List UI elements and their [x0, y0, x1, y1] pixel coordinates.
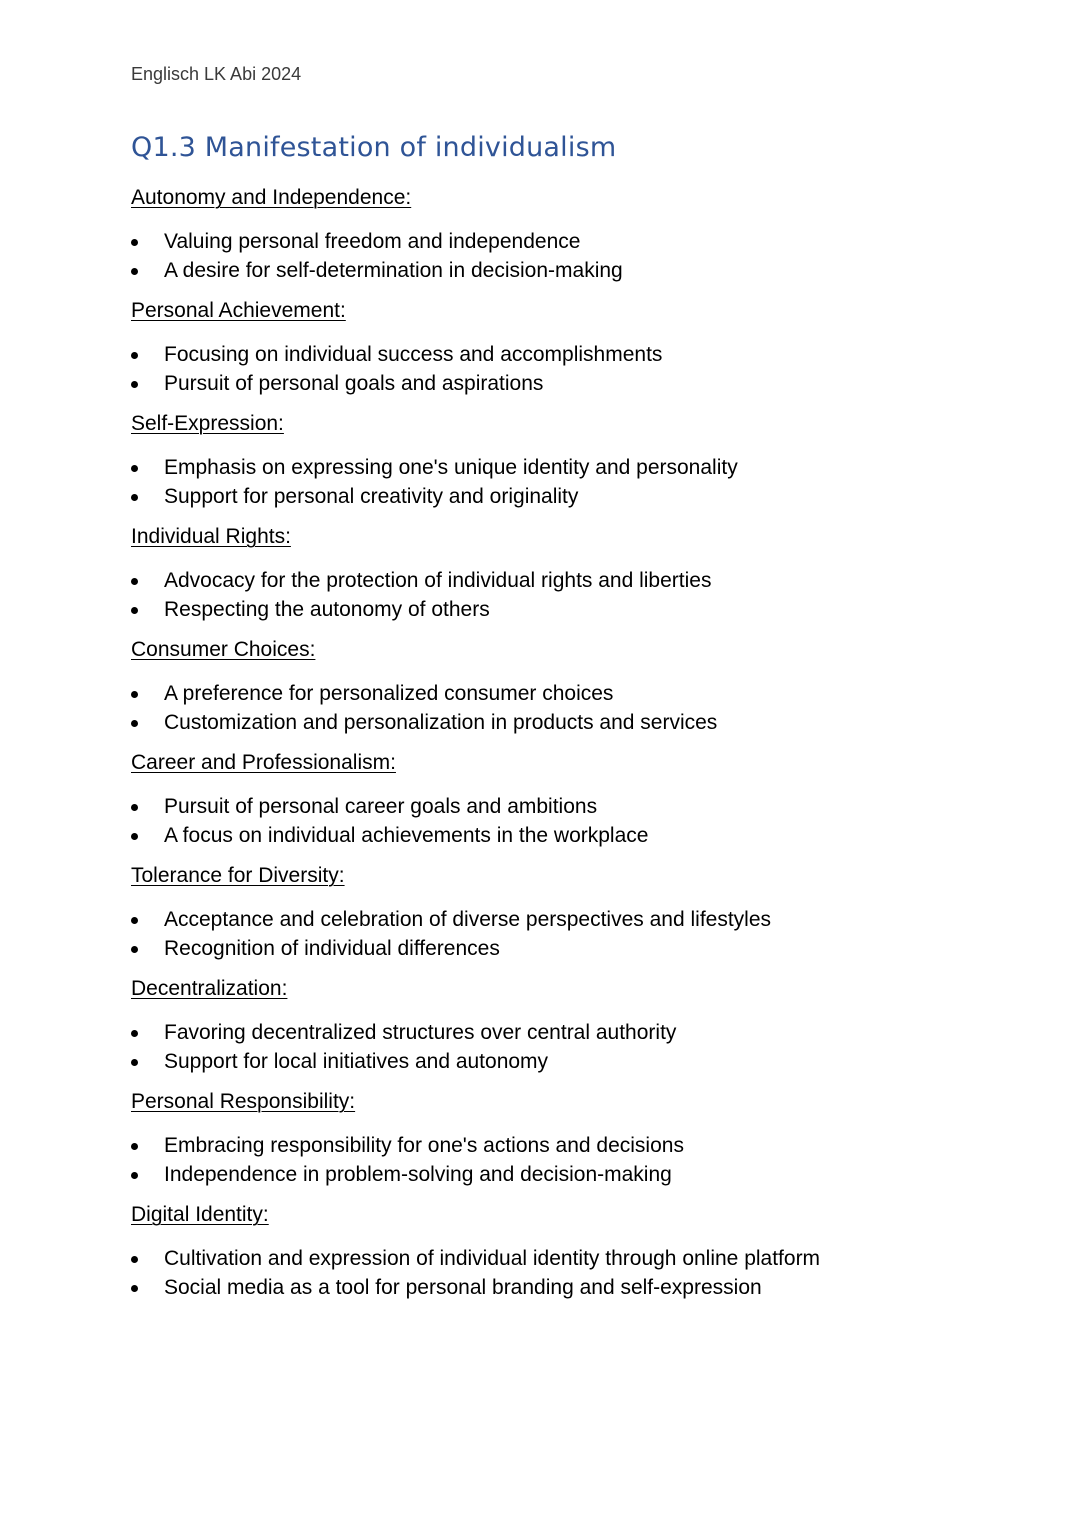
list-item-text: Pursuit of personal career goals and ambitions — [164, 795, 598, 818]
section-heading: Autonomy and Independence: — [131, 186, 412, 209]
list-item-text: Support for local initiatives and autonomy — [164, 1050, 549, 1073]
list-item — [131, 371, 662, 400]
list-item — [131, 681, 717, 710]
section-personal-responsibility — [131, 1090, 1011, 1203]
list-item-text: Valuing personal freedom and independence — [164, 230, 581, 253]
bullet-list — [131, 455, 738, 513]
section-heading: Individual Rights: — [131, 525, 291, 548]
list-item — [131, 823, 648, 852]
section-heading: Personal Responsibility: — [131, 1090, 356, 1113]
bullet-list — [131, 681, 717, 739]
bullet-list — [131, 794, 648, 852]
list-item-text: Customization and personalization in products and services — [164, 711, 718, 734]
section-self-expression — [131, 412, 1011, 525]
list-item — [131, 1275, 820, 1304]
list-item — [131, 597, 711, 626]
bullet-list — [131, 568, 711, 626]
section-career-and-professionalism — [131, 751, 1011, 864]
list-item-text: A focus on individual achievements in the workplace — [164, 824, 649, 847]
bullet-icon — [131, 946, 138, 953]
list-item — [131, 342, 662, 371]
page-header: Englisch LK Abi 2024 — [131, 64, 302, 84]
list-item — [131, 936, 771, 965]
section-heading: Decentralization: — [131, 977, 288, 1000]
list-item-text: Support for personal creativity and originality — [164, 485, 579, 508]
list-item-text: Embracing responsibility for one's actions and decisions — [164, 1134, 684, 1157]
section-heading: Tolerance for Diversity: — [131, 864, 345, 887]
list-item-text: Cultivation and expression of individual identity through online platform — [164, 1247, 821, 1270]
list-item — [131, 907, 771, 936]
list-item — [131, 1246, 820, 1275]
bullet-icon — [131, 691, 138, 698]
bullet-list — [131, 1133, 684, 1191]
list-item — [131, 455, 738, 484]
section-heading: Personal Achievement: — [131, 299, 346, 322]
bullet-list — [131, 342, 662, 400]
section-digital-identity — [131, 1203, 1011, 1316]
sections-list — [131, 186, 1011, 1316]
bullet-icon — [131, 804, 138, 811]
bullet-list — [131, 1020, 676, 1078]
bullet-icon — [131, 352, 138, 359]
section-tolerance-for-diversity — [131, 864, 1011, 977]
list-item-text: Pursuit of personal goals and aspirations — [164, 372, 544, 395]
list-item — [131, 1133, 684, 1162]
bullet-icon — [131, 1059, 138, 1066]
list-item — [131, 794, 648, 823]
section-heading: Consumer Choices: — [131, 638, 316, 661]
bullet-icon — [131, 239, 138, 246]
list-item-text: Emphasis on expressing one's unique identity and personality — [164, 456, 738, 479]
list-item — [131, 229, 623, 258]
page-title: Q1.3 Manifestation of individualism — [131, 132, 617, 163]
list-item — [131, 484, 738, 513]
list-item — [131, 568, 711, 597]
bullet-icon — [131, 720, 138, 727]
bullet-icon — [131, 1256, 138, 1263]
section-individual-rights — [131, 525, 1011, 638]
bullet-icon — [131, 465, 138, 472]
list-item — [131, 258, 623, 287]
bullet-icon — [131, 494, 138, 501]
bullet-icon — [131, 1172, 138, 1179]
section-heading: Digital Identity: — [131, 1203, 269, 1226]
list-item-text: Acceptance and celebration of diverse perspectives and lifestyles — [164, 908, 772, 931]
list-item — [131, 1049, 676, 1078]
list-item-text: Favoring decentralized structures over central authority — [164, 1021, 677, 1044]
bullet-icon — [131, 1030, 138, 1037]
list-item-text: Independence in problem-solving and decision-making — [164, 1163, 672, 1186]
bullet-icon — [131, 268, 138, 275]
section-heading: Self-Expression: — [131, 412, 284, 435]
list-item — [131, 1020, 676, 1049]
section-decentralization — [131, 977, 1011, 1090]
section-heading: Career and Professionalism: — [131, 751, 396, 774]
section-personal-achievement — [131, 299, 1011, 412]
list-item — [131, 1162, 684, 1191]
bullet-icon — [131, 1143, 138, 1150]
list-item-text: Advocacy for the protection of individual rights and liberties — [164, 569, 712, 592]
bullet-icon — [131, 917, 138, 924]
bullet-list — [131, 229, 623, 287]
list-item-text: Social media as a tool for personal branding and self-expression — [164, 1276, 762, 1299]
list-item-text: A desire for self-determination in decision-making — [164, 259, 623, 282]
list-item-text: Focusing on individual success and accomplishments — [164, 343, 663, 366]
section-autonomy-and-independence — [131, 186, 1011, 299]
bullet-icon — [131, 607, 138, 614]
list-item-text: Respecting the autonomy of others — [164, 598, 490, 621]
bullet-icon — [131, 833, 138, 840]
bullet-list — [131, 907, 771, 965]
list-item-text: A preference for personalized consumer choices — [164, 682, 614, 705]
bullet-list — [131, 1246, 820, 1304]
bullet-icon — [131, 1285, 138, 1292]
list-item-text: Recognition of individual differences — [164, 937, 500, 960]
bullet-icon — [131, 578, 138, 585]
section-consumer-choices — [131, 638, 1011, 751]
bullet-icon — [131, 381, 138, 388]
list-item — [131, 710, 717, 739]
